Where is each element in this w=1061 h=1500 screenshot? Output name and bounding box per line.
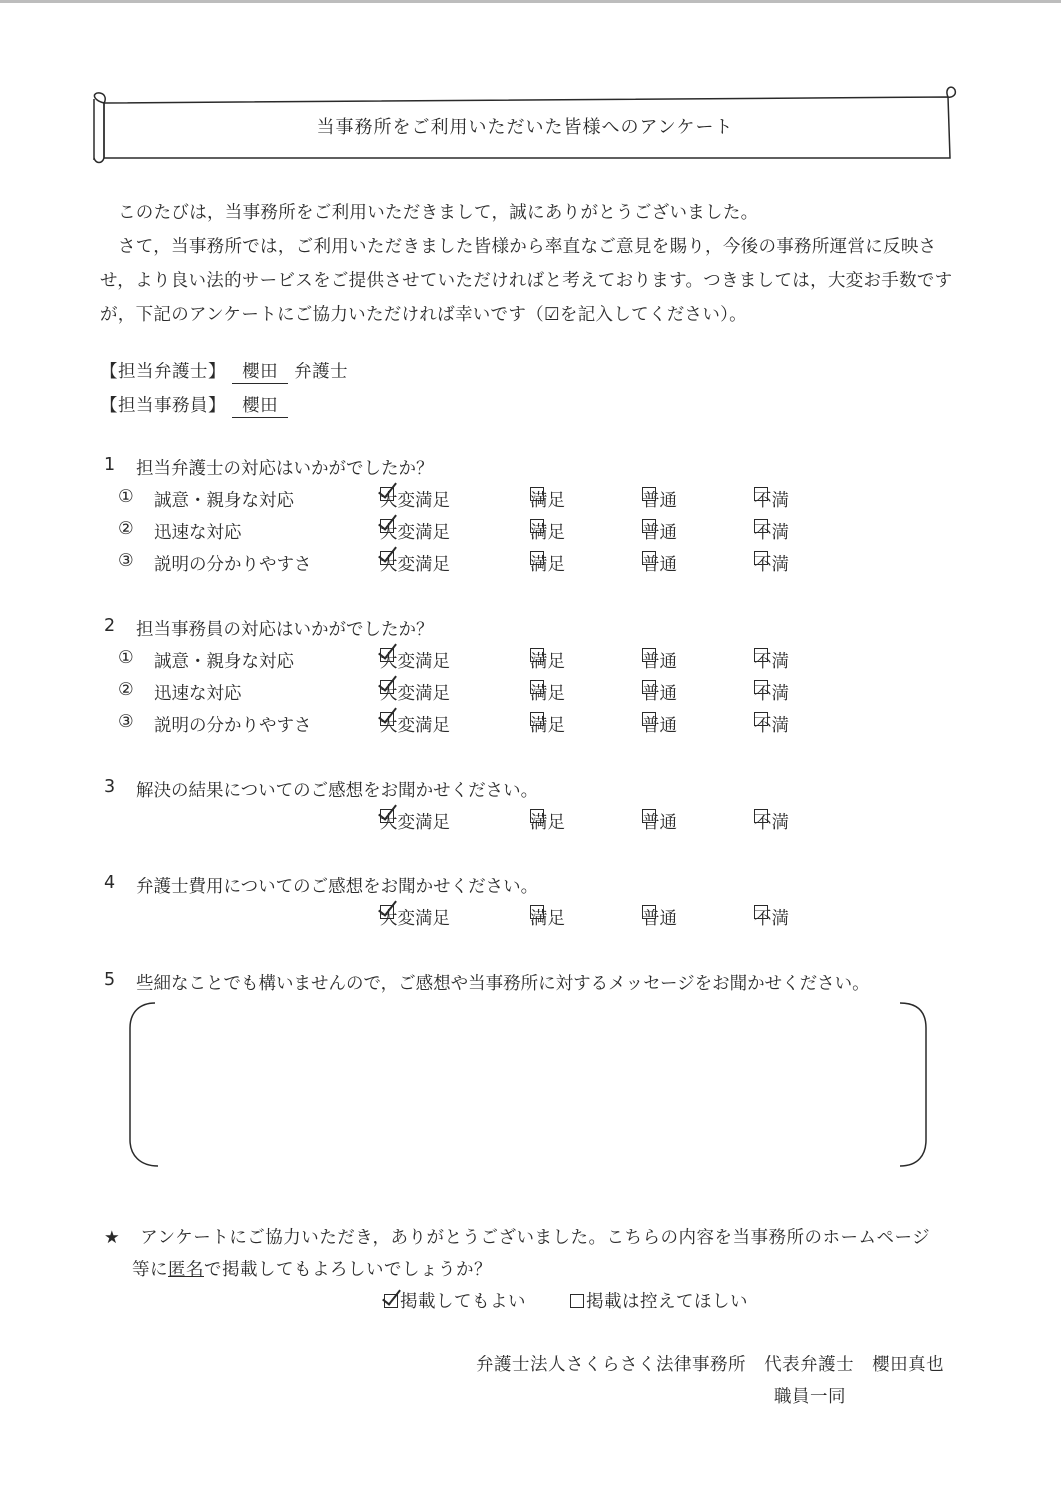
publish-question-post: で掲載してもよろしいでしょうか？ bbox=[204, 1260, 492, 1280]
clerk-label: 【担当事務員】 bbox=[100, 396, 226, 416]
checkbox-publish-no[interactable] bbox=[570, 1294, 584, 1308]
option-label: 満足 bbox=[530, 909, 565, 929]
checkbox-publish-yes[interactable] bbox=[384, 1294, 398, 1308]
option-label: 不満 bbox=[754, 684, 789, 704]
option-label: 不満 bbox=[754, 523, 789, 543]
option-label: 普通 bbox=[642, 813, 677, 833]
option-label: 大変満足 bbox=[380, 652, 450, 672]
item-marker: ① bbox=[118, 648, 134, 668]
question-text: 担当弁護士の対応はいかがでしたか？ bbox=[136, 459, 434, 479]
question-text: 担当事務員の対応はいかがでしたか？ bbox=[136, 620, 434, 640]
page-title: 当事務所をご利用いただいた皆様へのアンケート bbox=[316, 117, 734, 138]
option-label: 大変満足 bbox=[380, 716, 450, 736]
question-text: 弁護士費用についてのご感想をお聞かせください。 bbox=[136, 877, 539, 897]
publish-yes-label: 掲載してもよい bbox=[400, 1292, 526, 1312]
item-label: 誠意・親身な対応 bbox=[154, 491, 294, 511]
publish-yes-option[interactable] bbox=[384, 1288, 526, 1313]
option-label: 満足 bbox=[530, 716, 565, 736]
option-label: 不満 bbox=[754, 555, 789, 575]
option-label: 満足 bbox=[530, 523, 565, 543]
item-marker: ② bbox=[118, 680, 134, 700]
question-number: 4 bbox=[104, 873, 116, 893]
option-label: 普通 bbox=[642, 523, 677, 543]
question-number: 2 bbox=[104, 616, 116, 636]
question-text: 些細なことでも構いませんので，ご感想や当事務所に対するメッセージをお聞かせください。 bbox=[136, 974, 870, 994]
option-label: 不満 bbox=[754, 909, 789, 929]
option-label: 満足 bbox=[530, 684, 565, 704]
publish-no-label: 掲載は控えてほしい bbox=[586, 1292, 748, 1312]
publish-question-pre: 等に bbox=[132, 1260, 168, 1280]
option-label: 普通 bbox=[642, 716, 677, 736]
publish-question-line1: アンケートにご協力いただき，ありがとうございました。こちらの内容を当事務所のホームページ bbox=[140, 1228, 931, 1248]
option-label: 普通 bbox=[642, 491, 677, 511]
footer-staff: 職員一同 bbox=[774, 1387, 846, 1407]
question-number: 1 bbox=[104, 455, 116, 475]
anonymous-underlined: 匿名 bbox=[168, 1260, 204, 1280]
lawyer-label: 【担当弁護士】 bbox=[100, 362, 226, 382]
item-label: 迅速な対応 bbox=[154, 523, 242, 543]
option-label: 満足 bbox=[530, 491, 565, 511]
intro-line2: さて，当事務所では，ご利用いただきました皆様から率直なご意見を賜り，今後の事務所運営に反映させ，より良い法的サービスをご提供させていただければと考えております。つきましては，大変お手数ですが，下記のアンケートにご協力いただければ幸いです（☑を記入してください）。 bbox=[100, 237, 953, 325]
publish-no-option[interactable] bbox=[570, 1288, 748, 1313]
question-number: 3 bbox=[104, 777, 116, 797]
option-label: 大変満足 bbox=[380, 523, 450, 543]
firm-name: 弁護士法人さくらさく法律事務所 bbox=[476, 1355, 746, 1375]
option-label: 大変満足 bbox=[380, 909, 450, 929]
option-label: 満足 bbox=[530, 555, 565, 575]
option-label: 不満 bbox=[754, 652, 789, 672]
rep-title: 代表弁護士 bbox=[764, 1355, 855, 1375]
option-label: 普通 bbox=[642, 652, 677, 672]
publish-line2 bbox=[132, 1256, 492, 1281]
option-label: 満足 bbox=[530, 813, 565, 833]
option-label: 大変満足 bbox=[380, 813, 450, 833]
lawyer-name: 櫻田 bbox=[232, 362, 288, 384]
option-label: 普通 bbox=[642, 909, 677, 929]
question-number: 5 bbox=[104, 970, 116, 990]
item-label: 迅速な対応 bbox=[154, 684, 242, 704]
option-label: 不満 bbox=[754, 716, 789, 736]
option-label: 大変満足 bbox=[380, 684, 450, 704]
option-label: 不満 bbox=[754, 491, 789, 511]
option-label: 大変満足 bbox=[380, 491, 450, 511]
footer-firm-line bbox=[476, 1351, 944, 1376]
clerk-name: 櫻田 bbox=[232, 396, 288, 418]
intro-line1: このたびは，当事務所をご利用いただきまして，誠にありがとうございました。 bbox=[118, 203, 759, 223]
item-marker: ③ bbox=[118, 712, 134, 732]
option-label: 満足 bbox=[530, 652, 565, 672]
option-label: 大変満足 bbox=[380, 555, 450, 575]
item-label: 説明の分かりやすさ bbox=[154, 555, 312, 575]
option-label: 普通 bbox=[642, 684, 677, 704]
item-marker: ① bbox=[118, 487, 134, 507]
item-label: 説明の分かりやすさ bbox=[154, 716, 312, 736]
star-icon: ★ bbox=[104, 1228, 121, 1248]
item-marker: ② bbox=[118, 519, 134, 539]
rep-name: 櫻田真也 bbox=[872, 1355, 945, 1375]
lawyer-suffix: 弁護士 bbox=[294, 362, 349, 382]
item-label: 誠意・親身な対応 bbox=[154, 652, 294, 672]
publish-line1 bbox=[104, 1224, 930, 1249]
option-label: 普通 bbox=[642, 555, 677, 575]
question-text: 解決の結果についてのご感想をお聞かせください。 bbox=[136, 781, 539, 801]
item-marker: ③ bbox=[118, 551, 134, 571]
option-label: 不満 bbox=[754, 813, 789, 833]
